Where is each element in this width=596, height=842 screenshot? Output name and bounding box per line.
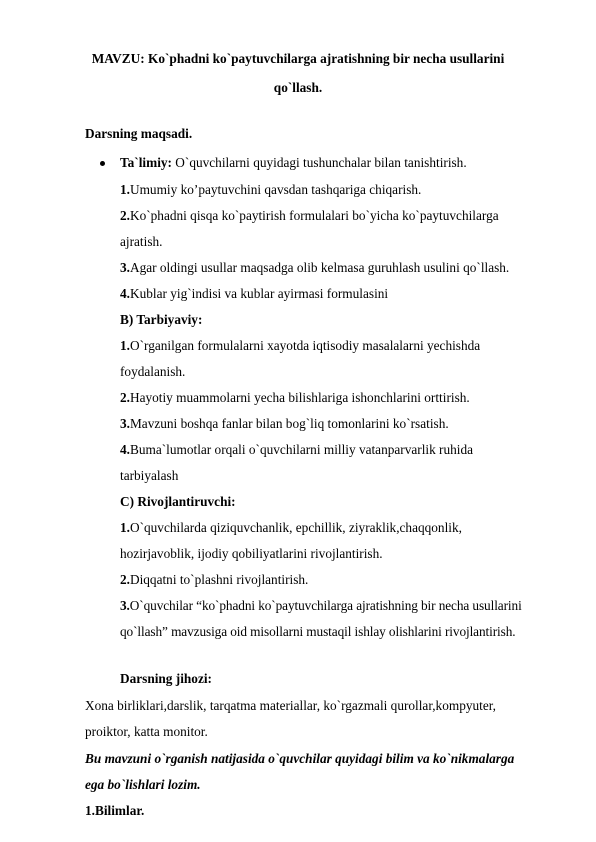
goal-heading: Darsning maqsadi. (85, 126, 193, 141)
educational-item-4: 4.Kublar yig`indisi va kublar ayirmasi formulasini (120, 286, 389, 301)
educational-item-2: 2.Ko`phadni qisqa ko`paytirish formulalari bo`yicha ko`paytuvchilarga (120, 208, 499, 223)
knowledge-heading: 1.Bilimlar. (85, 803, 145, 818)
developmental-item-1: 1.O`quvchilarda qiziquvchanlik, epchillik, ziyraklik,chaqqonlik, (120, 520, 462, 535)
equipment-line-1: Xona birliklari,darslik, tarqatma materiallar, ko`rgazmali qurollar,kompyuter, (85, 698, 496, 713)
developmental-item-3: 3.O`quvchilar “ko`phadni ko`paytuvchilarga ajratishning bir necha usullarini (120, 598, 522, 613)
upbringing-item-2: 2.Hayotiy muammolarni yecha bilishlariga ishonchlarini orttirish. (120, 390, 470, 405)
title-line-2: qo`llash. (273, 80, 323, 95)
upbringing-item-3: 3.Mavzuni boshqa fanlar bilan bog`liq tomonlarini ko`rsatish. (120, 416, 449, 431)
developmental-item-2: 2.Diqqatni to`plashni rivojlantirish. (120, 572, 309, 587)
educational-label: Ta`limiy: (120, 155, 172, 170)
equipment-line-2: proiktor, katta monitor. (85, 724, 208, 739)
outcome-line-1: Bu mavzuni o`rganish natijasida o`quvchilar quyidagi bilim va ko`nikmalarga (85, 751, 515, 766)
upbringing-item-1: 1.O`rganilgan formulalarni xayotda iqtisodiy masalalarni yechishda (120, 338, 481, 353)
equipment-heading: Darsning jihozi: (120, 671, 212, 686)
upbringing-item-4: 4.Buma`lumotlar orqali o`quvchilarni milliy vatanparvarlik ruhida (120, 442, 474, 457)
outcome-line-2: ega bo`lishlari lozim. (85, 777, 201, 792)
educational-item-3: 3.Agar oldingi usullar maqsadga olib kelmasa guruhlash usulini qo`llash. (120, 260, 510, 275)
title-line-1: MAVZU: Ko`phadni ko`paytuvchilarga ajratishning bir necha usullarini (91, 51, 505, 66)
upbringing-heading: B) Tarbiyaviy: (120, 312, 203, 327)
developmental-heading: C) Rivojlantiruvchi: (120, 494, 236, 509)
educational-item-1: 1.Umumiy ko’paytuvchini qavsdan tashqariga chiqarish. (120, 182, 422, 197)
developmental-item-3-cont: qo`llash” mavzusiga oid misollarni mustaqil ishlay olishlarini rivojlantirish. (120, 624, 516, 639)
educational-item-2-cont: ajratish. (120, 234, 163, 249)
upbringing-item-4-cont: tarbiyalash (120, 468, 179, 483)
educational-text: O`quvchilarni quyidagi tushunchalar bilan tanishtirish. (171, 155, 467, 170)
bullet-icon (100, 161, 105, 166)
developmental-item-1-cont: hozirjavoblik, ijodiy qobiliyatlarini rivojlantirish. (120, 546, 383, 561)
upbringing-item-1-cont: foydalanish. (120, 364, 186, 379)
educational-line (120, 154, 467, 172)
